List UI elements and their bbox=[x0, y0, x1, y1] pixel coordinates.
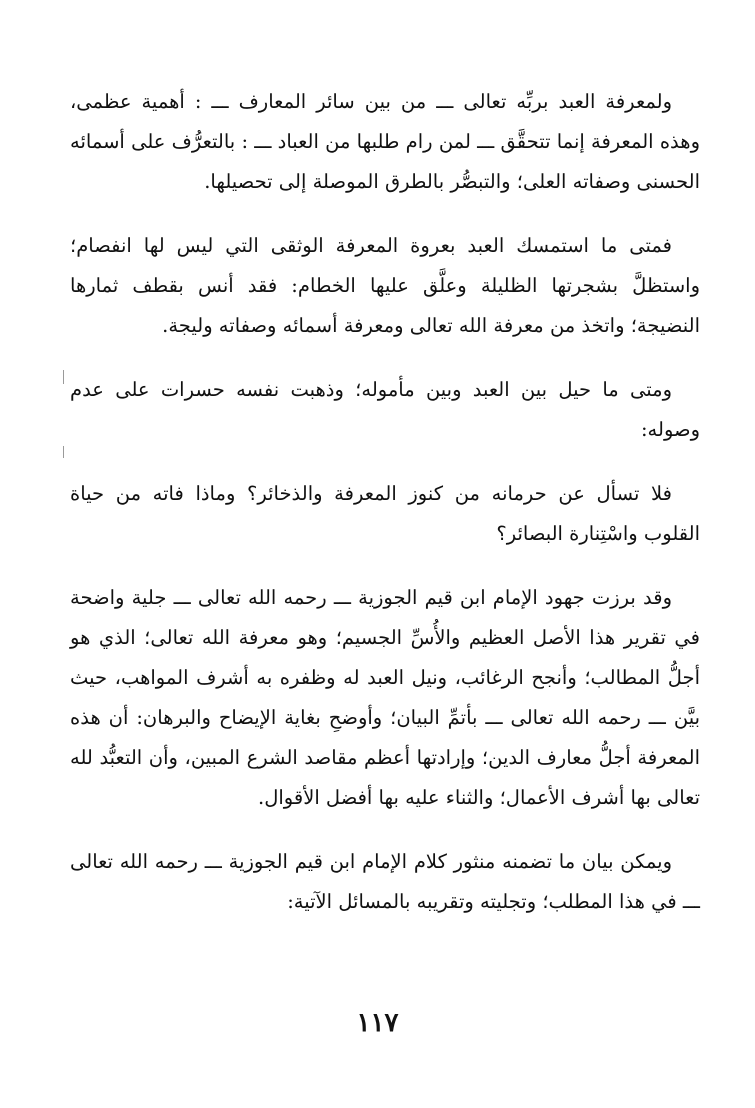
paragraph-firm-hold: فمتى ما استمسك العبد بعروة المعرفة الوثقى التي ليس لها انفصام؛ واستظلَّ بشجرتها الظليلة وعلَّق عليها الخطام: فقد أنس بقطف ثمارها النضيجة؛ واتخذ من معرفة الله تعالى ومعرفة أسمائه وصفاته وليجة. bbox=[70, 234, 700, 337]
paragraph-following-issues: ويمكن بيان ما تضمنه منثور كلام الإمام ابن قيم الجوزية ـــ رحمه الله تعالى ـــ في هذا المطلب؛ وتجليته وتقريبه بالمسائل الآتية: bbox=[70, 850, 700, 913]
paragraph-question: فلا تسأل عن حرمانه من كنوز المعرفة والذخائر؟ وماذا فاته من حياة القلوب واسْتِنارة البصائر؟ bbox=[70, 482, 700, 545]
page-body-text bbox=[70, 82, 700, 946]
paragraph-knowledge-importance: ولمعرفة العبد بربِّه تعالى ـــ من بين سائر المعارف ـــ : أهمية عظمى، وهذه المعرفة إنما تتحقَّق ـــ لمن رام طلبها من العباد ـــ : بالتعرُّف على أسمائه الحسنى وصفاته العلى؛ والتبصُّر بالطرق الموصلة إلى تحصيلها. bbox=[70, 90, 700, 193]
paragraph-ibn-qayyim-efforts: وقد برزت جهود الإمام ابن قيم الجوزية ـــ رحمه الله تعالى ـــ جلية واضحة في تقرير هذا الأصل العظيم والأُسِّ الجسيم؛ وهو معرفة الله تعالى؛ الذي هو أجلُّ المطالب؛ وأنجح الرغائب، ونيل العبد له وظفره به أشرف المواهب، حيث بيَّن ـــ رحمه الله تعالى ـــ بأتمِّ البيان؛ وأوضحِ بغاية الإيضاح والبرهان: أن هذه المعرفة أجلُّ معارف الدين؛ وإرادتها أعظم مقاصد الشرع المبين، وأن التعبُّد لله تعالى بها أشرف الأعمال؛ والثناء عليه بها أفضل الأقوال. bbox=[70, 586, 700, 809]
margin-mark bbox=[63, 370, 64, 384]
paragraph-deprivation: ومتى ما حيل بين العبد وبين مأموله؛ وذهبت نفسه حسرات على عدم وصوله: bbox=[70, 378, 700, 441]
page-number: ١١٧ bbox=[356, 1008, 399, 1038]
margin-mark bbox=[63, 446, 64, 458]
